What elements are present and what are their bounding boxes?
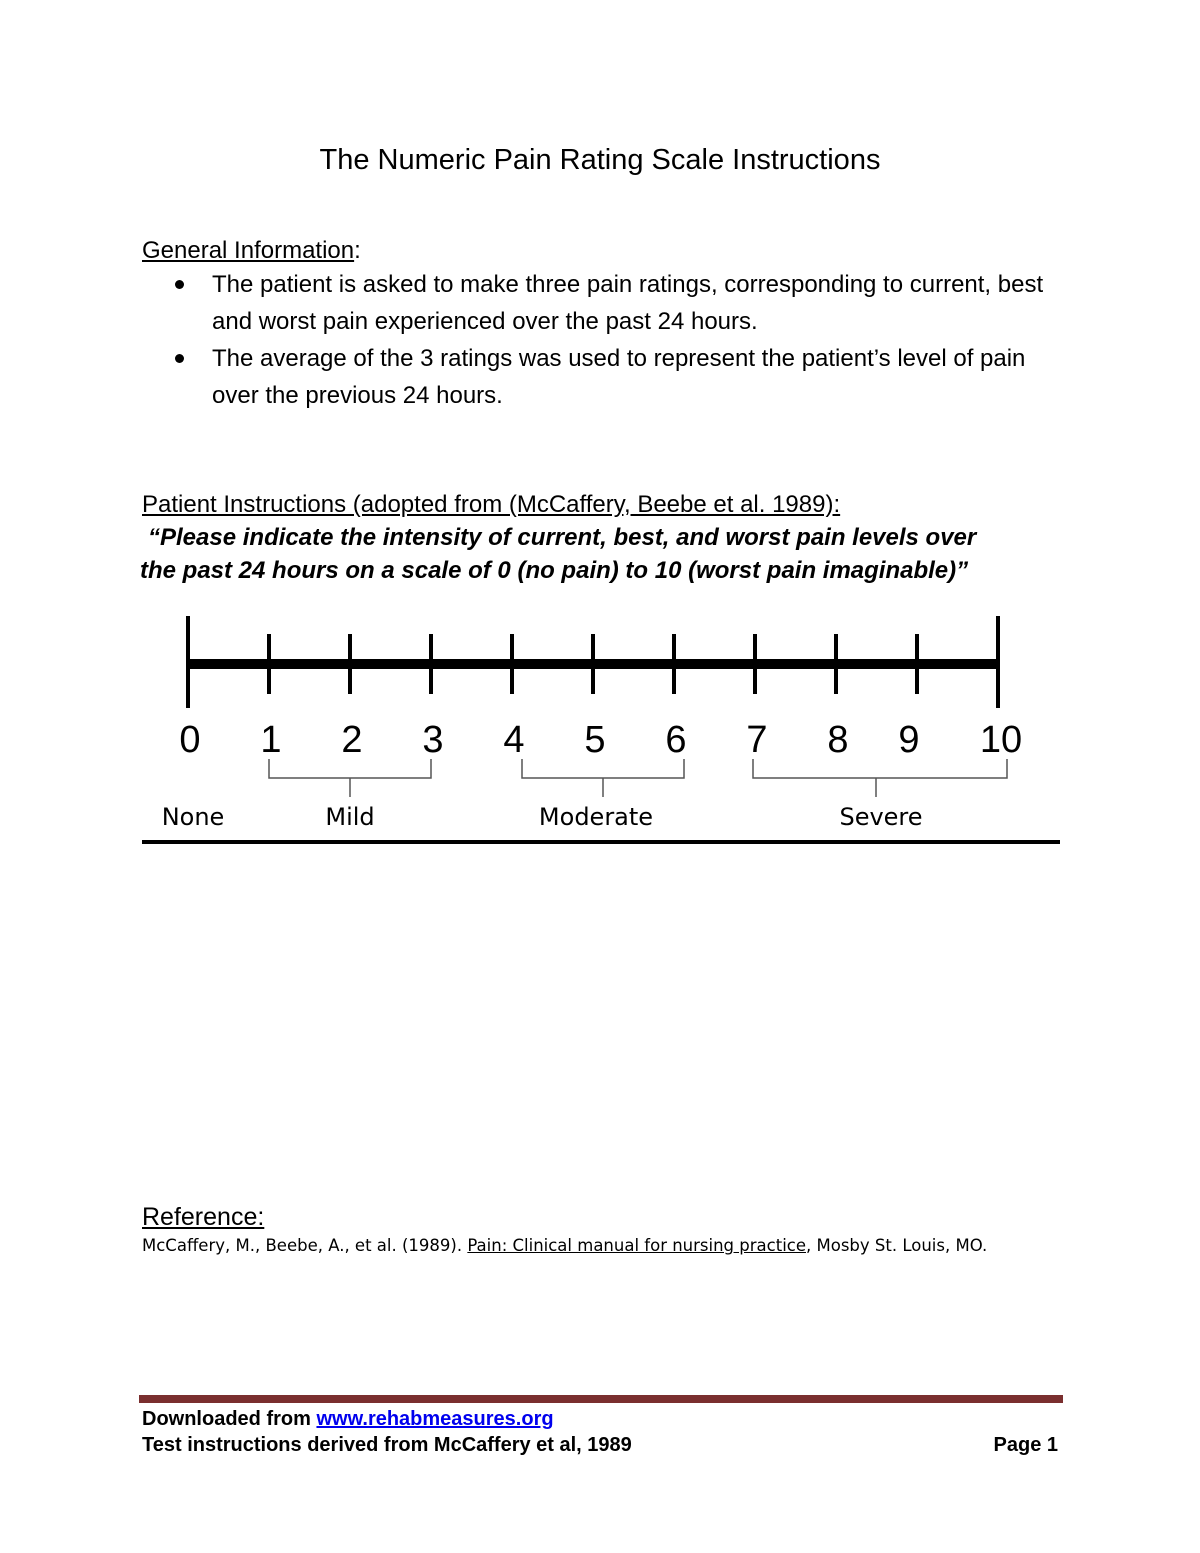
rehabmeasures-link[interactable]: www.rehabmeasures.org [316,1408,554,1430]
category-moderate: Moderate [538,803,654,831]
scale-number-1: 1 [260,719,282,761]
patient-instructions-heading: Patient Instructions (adopted from (McCaffery, Beebe et al. 1989): [142,491,841,518]
scale-number-3: 3 [422,719,444,761]
footer-derived-text: Test instructions derived from McCaffery et al, 1989 [142,1434,632,1456]
severe-bracket [753,759,1007,778]
bullet-text: The patient is asked to make three pain ratings, corresponding to current, best and worst pain experienced over the past 24 hours. [212,271,1044,335]
category-severe: Severe [839,803,923,831]
page-number: Page 1 [993,1434,1058,1456]
reference-citation [142,1234,987,1258]
reference-book-title: Pain: Clinical manual for nursing practice [467,1236,806,1255]
page-title: The Numeric Pain Rating Scale Instructions [319,144,881,176]
reference-publisher: , Mosby St. Louis, MO. [806,1236,988,1255]
category-mild: Mild [325,803,375,831]
scale-number-5: 5 [584,719,606,761]
general-information-heading-text: General Information [142,237,355,264]
scale-number-4: 4 [503,719,525,761]
footer-downloaded [142,1406,554,1432]
reference-authors: McCaffery, M., Beebe, A., et al. (1989). [142,1236,468,1255]
footer-downloaded-label: Downloaded from [142,1408,317,1430]
scale-number-9: 9 [898,719,920,761]
scale-number-7: 7 [746,719,768,761]
scale-number-6: 6 [665,719,687,761]
moderate-bracket [522,759,684,778]
footer-rule [139,1395,1063,1403]
bullet-text: The average of the 3 ratings was used to represent the patient’s level of pain over the previous 24 hours. [212,345,1026,409]
mild-bracket [269,759,431,778]
quote-line-2: the past 24 hours on a scale of 0 (no pain) to 10 (worst pain imaginable)” [140,557,969,584]
scale-number-10: 10 [979,719,1023,761]
scale-number-2: 2 [341,719,363,761]
scale-number-8: 8 [827,719,849,761]
general-information-heading-colon: : [354,237,361,264]
category-none: None [161,803,225,831]
scale-number-0: 0 [179,719,201,761]
quote-line-1: “Please indicate the intensity of current, best, and worst pain levels over [148,524,977,551]
reference-heading: Reference: [142,1203,265,1231]
